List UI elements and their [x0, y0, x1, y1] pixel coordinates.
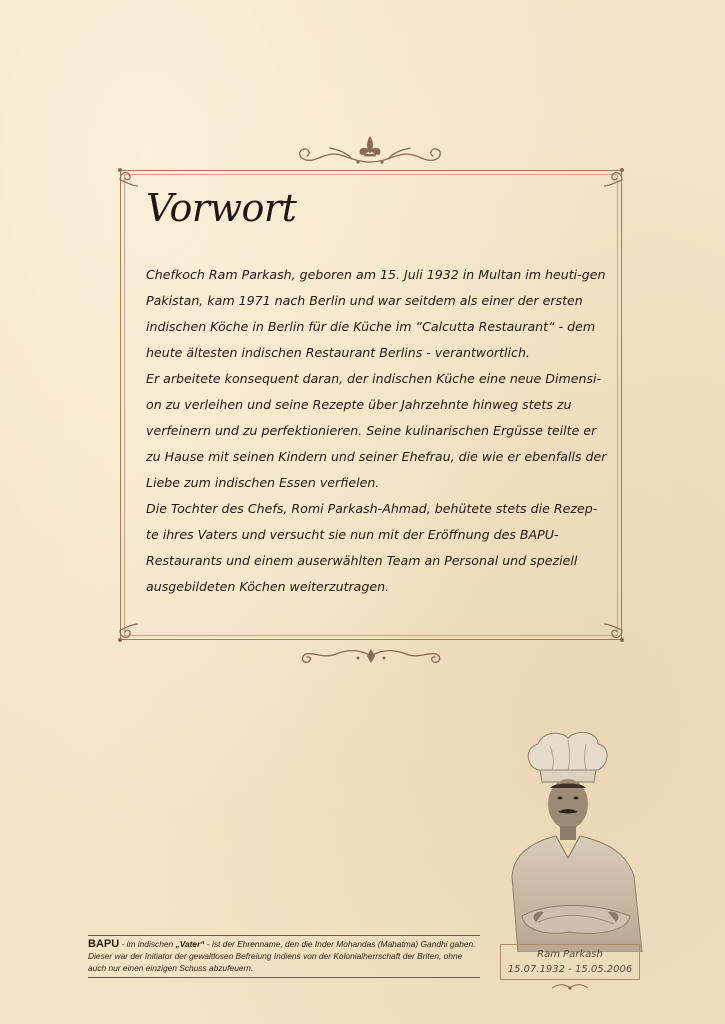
paragraph-1: Chefkoch Ram Parkash, geboren am 15. Juli 1932 in Multan im heuti-gen Pakistan, kam 1971 nach Berlin und war seitdem als einer der ersten indischen Köche in Berlin für die Küche im “Calcutta Restaurant“ - dem heute ältesten indischen Restaurant Berlins - verantwortlich.: [146, 267, 606, 360]
corner-flourish-icon: [116, 618, 142, 644]
footnote-term: BAPU: [88, 938, 120, 950]
caption-ornament: [548, 982, 592, 994]
corner-flourish-icon: [116, 166, 142, 192]
paragraph-2: Er arbeitete konsequent daran, der indischen Küche eine neue Dimensi-on zu verleihen und seine Rezepte über Jahrzehnte hinweg stets zu verfeinern und zu perfektionieren. Seine kulinarischen Ergüsse teilte er zu Hause mit seinen Kindern und seiner Ehefrau, die wie er ebenfalls der Liebe zum indischen Essen verfielen.: [146, 371, 607, 490]
footnote-text: - ist der Ehrenname, den die Inder Mohandas (Mahatma) Gandhi gaben. Dieser war der Initiator der gewaltlosen Befreiung Indiens von der Kolonialherrschaft der Briten, ohne auch nur einen einzigen Schuss abzufeuern.: [88, 939, 476, 973]
foreword-body: [146, 262, 608, 600]
top-fleur-de-lis-ornament: [294, 132, 446, 168]
paragraph-3: Die Tochter des Chefs, Romi Parkash-Ahmad, behütete stets die Rezep-te ihres Vaters und versucht sie nun mit der Eröffnung des BAPU-Restaurants und einem auserwählten Team an Personal und speziell ausgebildeten Köchen weiterzutragen.: [146, 501, 598, 594]
bottom-ornament: [298, 644, 444, 670]
footnote-part1: - im indischen: [119, 939, 176, 949]
portrait-dates: 15.07.1932 - 15.05.2006: [507, 964, 633, 975]
footnote-vater: „Vater“: [175, 939, 205, 949]
corner-flourish-icon: [600, 166, 626, 192]
portrait-name: Ram Parkash: [537, 949, 603, 960]
portrait-caption: [500, 944, 640, 980]
footnote-bapu: [88, 935, 480, 978]
page-title: Vorwort: [146, 186, 297, 230]
chef-portrait-icon: [498, 726, 654, 952]
corner-flourish-icon: [600, 618, 626, 644]
